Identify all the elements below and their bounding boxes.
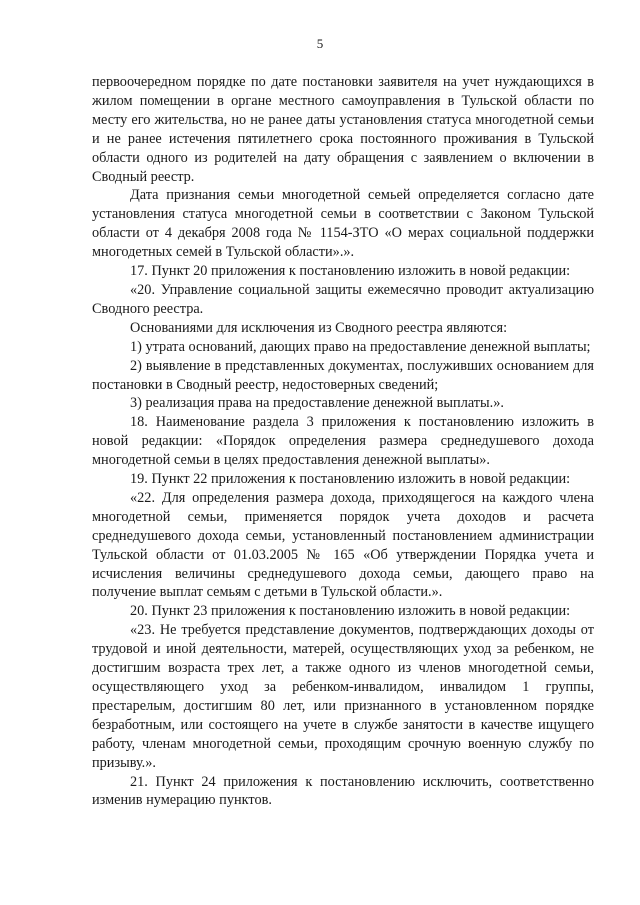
paragraph: «20. Управление социальной защиты ежемесячно проводит актуализацию Сводного реестра. [92,281,594,317]
paragraph: 21. Пункт 24 приложения к постановлению исключить, соответственно изменив нумерацию пунктов. [92,773,594,809]
paragraph: 3) реализация права на предоставление денежной выплаты.». [130,395,504,412]
paragraph: 17. Пункт 20 приложения к постановлению изложить в новой редакции: [130,263,571,280]
paragraph-continuation: первоочередном порядке по дате постановки заявителя на учет нуждающихся в жилом помещении в органе местного самоуправления в Тульской области по месту его жительства, но не ранее даты установления статуса многодетной семьи и не ранее истечения пятилетнего срока постоянного проживания в Тульской области одного из родителей на дату обращения с заявлением о включении в Сводный реестр. [92,74,594,185]
paragraph: Дата признания семьи многодетной семьей определяется согласно дате установления статуса многодетной семьи в соответствии с Законом Тульской области от 4 декабря 2008 года № 1154-ЗТО «О мерах социальной поддержки многодетных семей в Тульской области».». [92,187,594,261]
paragraph: Основаниями для исключения из Сводного реестра являются: [130,319,508,336]
paragraph: 20. Пункт 23 приложения к постановлению изложить в новой редакции: [130,603,571,620]
paragraph: 18. Наименование раздела 3 приложения к постановлению изложить в новой редакции: «Порядок определения размера среднедушевого дохода многодетной семьи в целях предоставления денежной выплаты». [92,414,594,469]
document-body [92,73,594,810]
paragraph: «22. Для определения размера дохода, приходящегося на каждого члена многодетной семьи, применяется порядок учета доходов и расчета среднедушевого дохода семьи, установленный постановлением администрации Тульской области от 01.03.2005 № 165 «Об утверждении Порядка учета и исчисления величины среднедушевого дохода семьи, дающего право на получение выплат семьям с детьми в Тульской области.». [92,489,594,601]
paragraph: 1) утрата оснований, дающих право на предоставление денежной выплаты; [130,338,591,355]
page-number: 5 [316,36,324,51]
paragraph: 19. Пункт 22 приложения к постановлению изложить в новой редакции: [130,471,571,488]
paragraph: «23. Не требуется представление документов, подтверждающих доходы от трудовой и иной деятельности, матерей, осуществляющих уход за ребенком, не достигшим возраста трех лет, а также одного из членов многодетной семьи, осуществляющего уход за ребенком-инвалидом, инвалидом 1 группы, престарелым, достигшим 80 лет, или признанного в установленном порядке безработным, или состоящего на учете в службе занятости в качестве ищущего работу, членам многодетной семьи, проходящим срочную военную службу по призыву.». [92,622,594,771]
paragraph: 2) выявление в представленных документах, послуживших основанием для постановки в Сводный реестр, недостоверных сведений; [92,357,594,393]
